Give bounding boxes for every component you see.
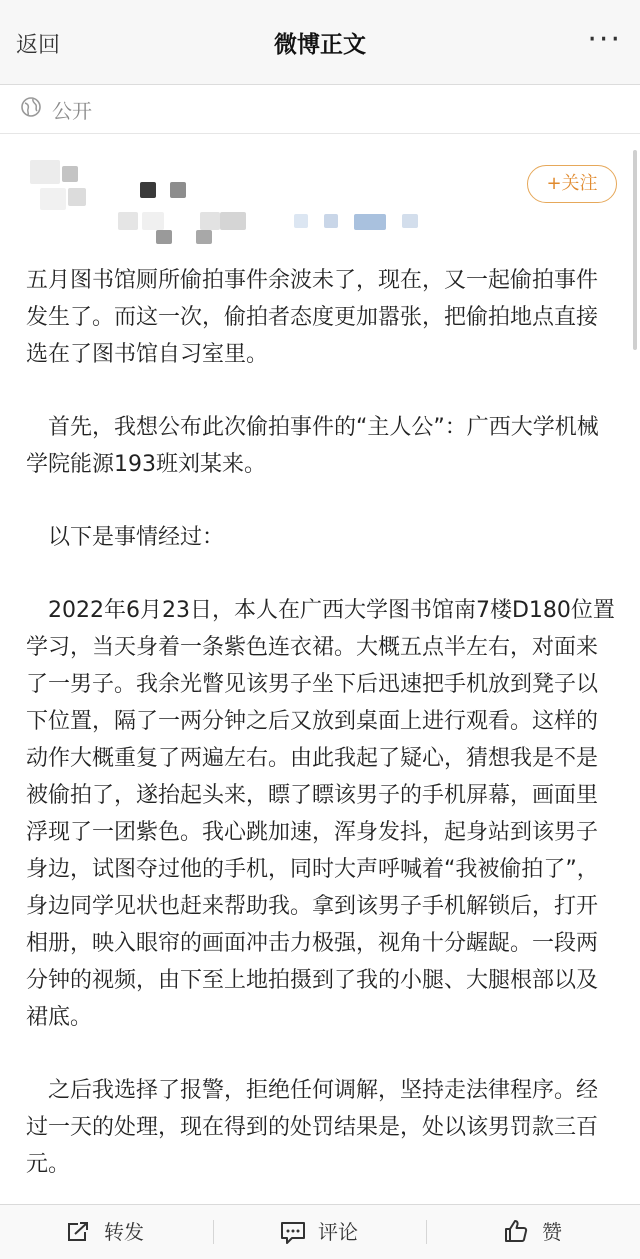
- post-paragraph: 五月图书馆厕所偷拍事件余波未了，现在，又一起偷拍事件发生了。而这一次，偷拍者态度更加嚣张，把偷拍地点直接选在了图书馆自习室里。: [26, 268, 599, 367]
- share-icon: [66, 1221, 90, 1243]
- thumbs-up-icon: [504, 1219, 528, 1243]
- bottom-toolbar: [0, 1204, 640, 1259]
- post-content: [26, 262, 616, 1219]
- comment-icon: [280, 1221, 306, 1245]
- more-options-button[interactable]: ···: [587, 22, 622, 57]
- post-paragraph: 2022年6月23日，本人在广西大学图书馆南7楼D180位置学习，当天身着一条紫色连衣裙。大概五点半左右，对面来了一男子。我余光瞥见该男子坐下后迅速把手机放到凳子以下位置，隔了一两分钟之后又放到桌面上进行观看。这样的动作大概重复了两遍左右。由此我起了疑心，猜想我是不是被偷拍了，遂抬起头来，瞟了瞟该男子的手机屏幕，画面里浮现了一团紫色。我心跳加速，浑身发抖，起身站到该男子身边，试图夺过他的手机，同时大声呼喊着“我被偷拍了”，身边同学见状也赶来帮助我。拿到该男子手机解锁后，打开相册，映入眼帘的画面冲击力极强，视角十分龌龊。一段两分钟的视频，由下至上地拍摄到了我的小腿、大腿根部以及裙底。: [26, 598, 615, 1030]
- back-button[interactable]: 返回: [16, 33, 61, 58]
- visibility-label: 公开: [52, 99, 92, 123]
- like-button[interactable]: [504, 1205, 584, 1259]
- top-navbar: [0, 0, 640, 85]
- scrollbar[interactable]: [633, 150, 637, 350]
- toolbar-divider: [426, 1220, 427, 1244]
- like-label: 赞: [542, 1220, 562, 1244]
- author-header: [0, 140, 640, 250]
- comment-button[interactable]: [280, 1205, 390, 1259]
- visibility-row: [0, 85, 640, 134]
- globe-icon: [20, 96, 42, 118]
- comment-label: 评论: [318, 1220, 358, 1244]
- toolbar-divider: [213, 1220, 214, 1244]
- post-paragraph: 以下是事情经过：: [48, 525, 225, 550]
- repost-label: 转发: [104, 1220, 144, 1244]
- repost-button[interactable]: [66, 1205, 176, 1259]
- post-paragraph: 之后我选择了报警，拒绝任何调解，坚持走法律程序。经过一天的处理，现在得到的处罚结果是，处以该男罚款三百元。: [26, 1078, 599, 1177]
- page-title: 微博正文: [274, 32, 366, 58]
- post-paragraph: 首先，我想公布此次偷拍事件的“主人公”：广西大学机械学院能源193班刘某来。: [26, 415, 599, 477]
- follow-button[interactable]: +关注: [527, 165, 617, 203]
